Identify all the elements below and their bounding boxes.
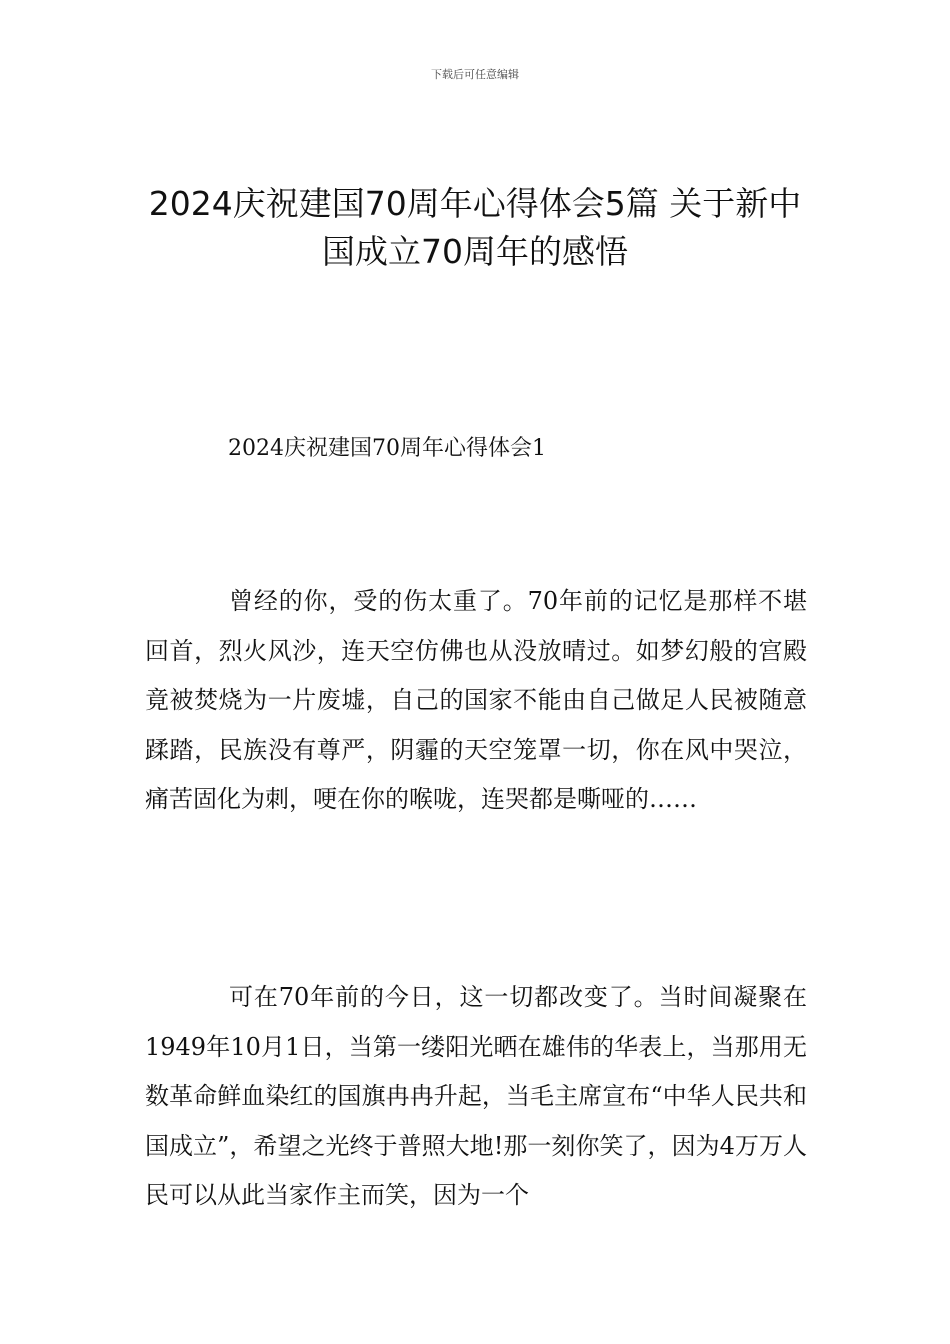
body-paragraph-1: 曾经的你，受的伤太重了。70年前的记忆是那样不堪回首，烈火风沙，连天空仿佛也从没放晴过。如梦幻般的宫殿竟被焚烧为一片废墟，自己的国家不能由自己做足人民被随意蹂踏，民族没有尊严，阴霾的天空笼罩一切，你在风中哭泣，痛苦固化为刺，哽在你的喉咙，连哭都是嘶哑的…… xyxy=(145,587,807,813)
header-note: 下载后可任意编辑 xyxy=(431,68,519,81)
document-title: 2024庆祝建国70周年心得体会5篇 关于新中国成立70周年的感悟 xyxy=(148,184,802,271)
section-heading: 2024庆祝建国70周年心得体会1 xyxy=(228,436,546,461)
body-paragraph-2: 可在70年前的今日，这一切都改变了。当时间凝聚在1949年10月1日，当第一缕阳光晒在雄伟的华表上，当那用无数革命鲜血染红的国旗冉冉升起，当毛主席宣布“中华人民共和国成立”，希望之光终于普照大地!那一刻你笑了，因为4万万人民可以从此当家作主而笑，因为一个 xyxy=(145,983,807,1209)
